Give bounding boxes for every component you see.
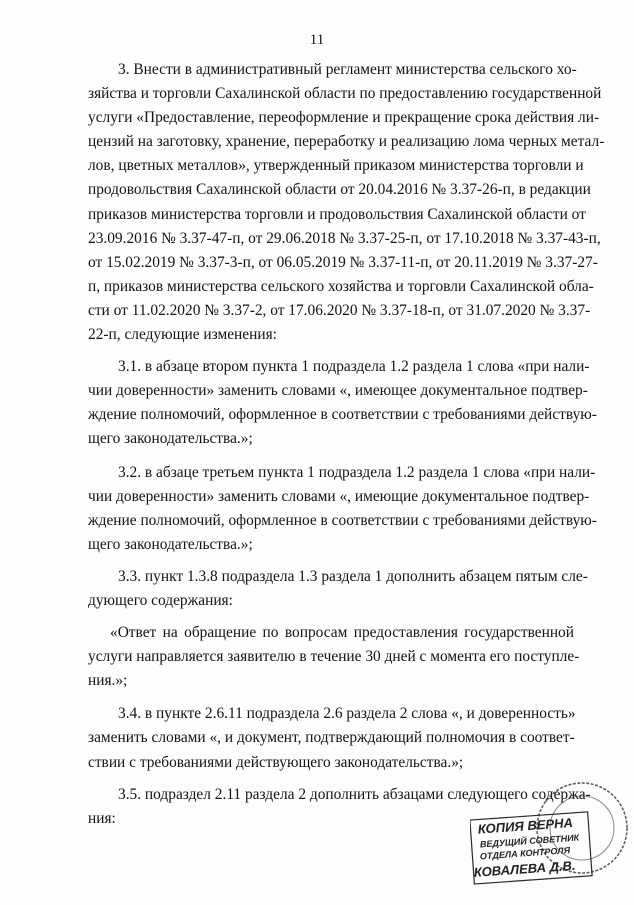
- text-line: цензий на заготовку, хранение, переработку и реализацию лома черных метал-: [88, 133, 605, 151]
- text-line: 22-п, следующие изменения:: [88, 326, 277, 344]
- paragraph-3-4: [88, 702, 574, 774]
- stamp-line-4: КОВАЛЕВА Д.В.: [473, 857, 576, 880]
- text-line: 3.5. подраздел 2.11 раздела 2 дополнить абзацами следующего содержа-: [118, 785, 591, 803]
- paragraph-3: [88, 58, 605, 347]
- stamp-line-2: ВЕДУЩИЙ СОВЕТНИК: [479, 832, 580, 850]
- text-line: щего законодательства.»;: [88, 535, 253, 553]
- text-line: приказов министерства торговли и продовольствия Сахалинской области от: [88, 205, 586, 223]
- document-body: [88, 58, 605, 831]
- text-line: чии доверенности» заменить словами «, имеющее документальное подтвер-: [88, 382, 588, 400]
- text-line: услуги направляется заявителю в течение 30 дней с момента его поступле-: [88, 648, 580, 666]
- text-line: услуги «Предоставление, переоформление и прекращение срока действия ли-: [88, 109, 600, 127]
- text-line: чии доверенности» заменить словами «, имеющие документальное подтвер-: [88, 487, 590, 505]
- text-line: щего законодательства.»;: [88, 430, 253, 448]
- text-line: ния.»;: [88, 672, 128, 690]
- text-line: 3.2. в абзаце третьем пункта 1 подраздела 1.2 раздела 1 слова «при нали-: [118, 463, 596, 481]
- text-line: 23.09.2016 № 3.37-47-п, от 29.06.2018 № 3.37-25-п, от 17.10.2018 № 3.37-43-п,: [88, 229, 601, 247]
- stamp-line-3: ОТДЕЛА КОНТРОЛЯ: [479, 845, 571, 862]
- certification-stamp: [470, 770, 630, 895]
- paragraph-3-2: [88, 461, 597, 557]
- text-line: дующего содержания:: [88, 591, 233, 609]
- text-line: 3.1. в абзаце втором пункта 1 подраздела 1.2 раздела 1 слова «при нали-: [118, 358, 590, 376]
- text-line: «Ответ на обращение по вопросам предоставления государственной: [110, 624, 574, 642]
- text-line: ждение полномочий, оформленное в соответствии с требованиями действую-: [88, 511, 597, 529]
- text-line: п, приказов министерства сельского хозяйства и торговли Сахалинской обла-: [88, 277, 594, 295]
- text-line: 3. Внести в административный регламент министерства сельского хо-: [118, 61, 577, 78]
- text-line: 3.4. в пункте 2.6.11 подраздела 2.6 раздела 2 слова «, и доверенность»: [118, 705, 576, 723]
- text-line: зяйства и торговли Сахалинской области по предоставлению государственной: [88, 85, 602, 103]
- text-line: ждение полномочий, оформленное в соответствии с требованиями действую-: [88, 406, 597, 424]
- text-line: сти от 11.02.2020 № 3.37-2, от 17.06.2020 № 3.37-18-п, от 31.07.2020 № 3.37-: [88, 301, 591, 319]
- page-number: 11: [309, 32, 325, 48]
- text-line: заменить словами «, и документ, подтверждающий полномочия в соответ-: [88, 729, 575, 747]
- text-line: от 15.02.2019 № 3.37-3-п, от 06.05.2019 № 3.37-11-п, от 20.11.2019 № 3.37-27-: [88, 253, 598, 271]
- text-line: ствии с требованиями действующего законодательства.»;: [88, 753, 464, 771]
- paragraph-3-3: [88, 565, 588, 613]
- quoted-paragraph: [88, 621, 580, 693]
- paragraph-3-1: [88, 355, 597, 451]
- text-line: продовольствия Сахалинской области от 20.04.2016 № 3.37-26-п, в редакции: [88, 181, 591, 199]
- stamp-line-1: КОПИЯ ВЕРНА: [477, 815, 574, 837]
- text-line: 3.3. пункт 1.3.8 подраздела 1.3 раздела 1 дополнить абзацем пятым сле-: [118, 567, 588, 585]
- text-line: ния:: [88, 809, 116, 827]
- text-line: лов, цветных металлов», утвержденный приказом министерства торговли и: [88, 157, 584, 175]
